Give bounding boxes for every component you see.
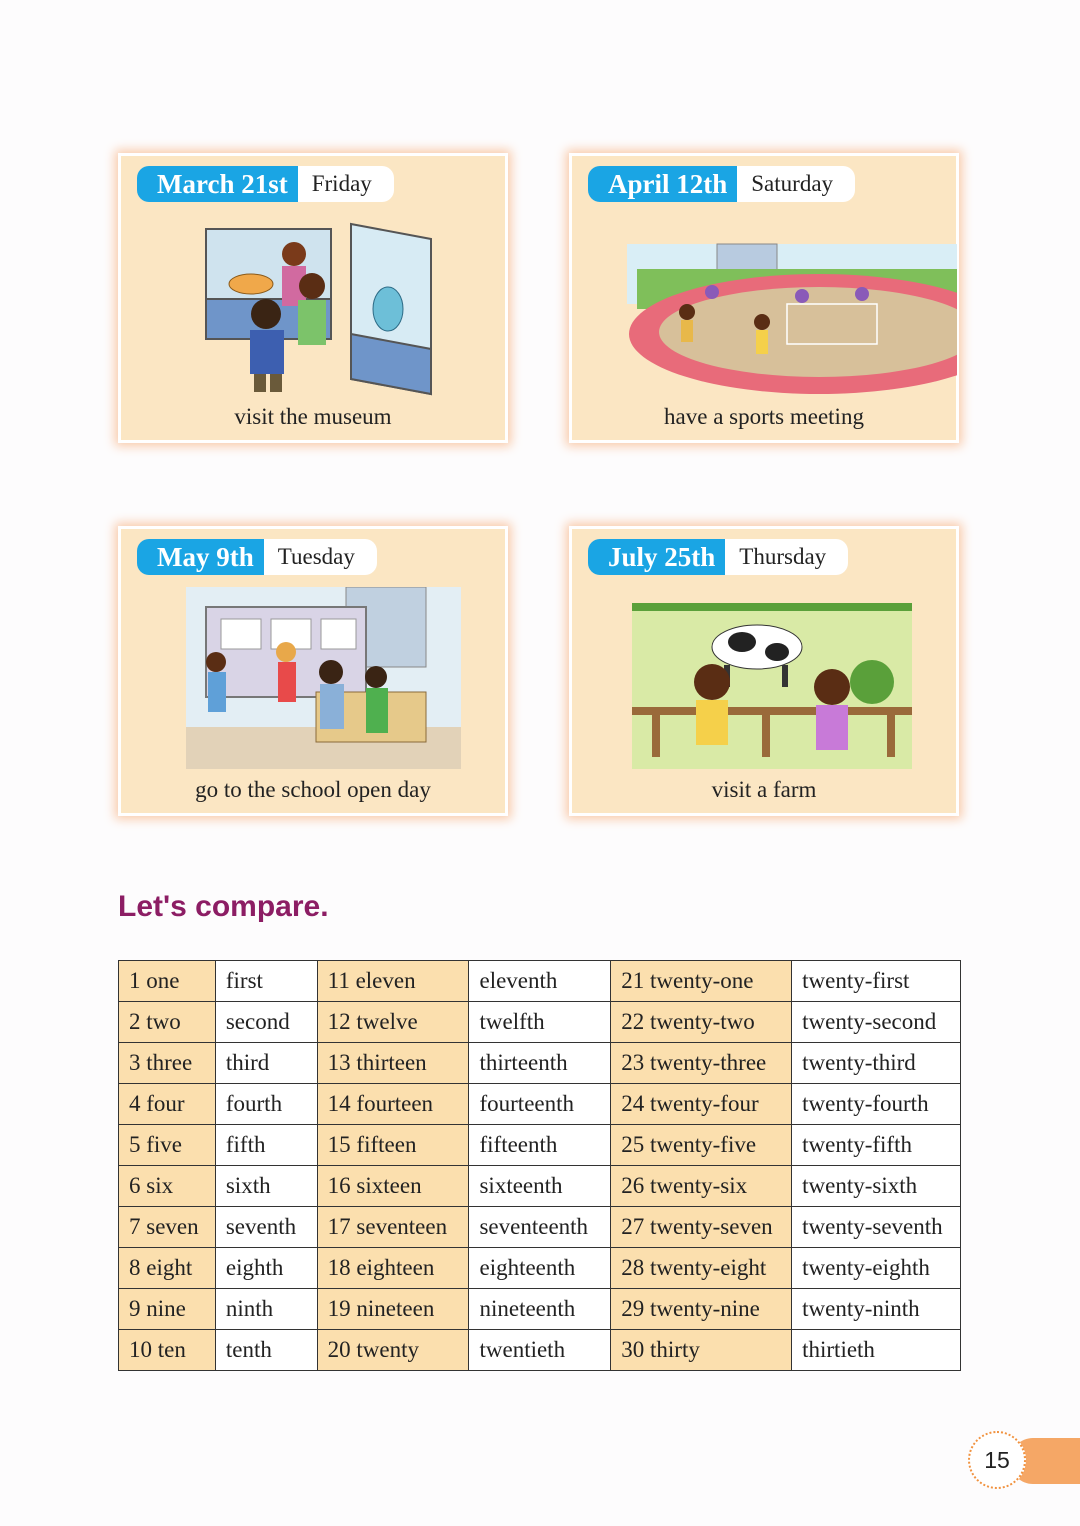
date-label bbox=[588, 166, 855, 202]
ordinal-cell: fifteenth bbox=[469, 1125, 611, 1166]
date-label bbox=[588, 539, 848, 575]
ordinal-cell: twenty-sixth bbox=[792, 1166, 961, 1207]
ordinal-cell: twenty-second bbox=[792, 1002, 961, 1043]
cardinal-cell: 28 twenty-eight bbox=[611, 1248, 792, 1289]
ordinal-cell: third bbox=[215, 1043, 317, 1084]
activity-card-school-open-day bbox=[118, 526, 508, 816]
school-open-day-illustration bbox=[186, 587, 461, 769]
ordinal-cell: fifth bbox=[215, 1125, 317, 1166]
page-number: 15 bbox=[968, 1431, 1026, 1489]
table-row bbox=[119, 961, 961, 1002]
cardinal-cell: 25 twenty-five bbox=[611, 1125, 792, 1166]
cardinal-cell: 29 twenty-nine bbox=[611, 1289, 792, 1330]
cardinal-cell: 26 twenty-six bbox=[611, 1166, 792, 1207]
cardinal-cell: 14 fourteen bbox=[317, 1084, 469, 1125]
activity-card-sports-meeting bbox=[569, 153, 959, 443]
table-row bbox=[119, 1084, 961, 1125]
table-row bbox=[119, 1330, 961, 1371]
cardinal-cell: 6 six bbox=[119, 1166, 216, 1207]
ordinal-cell: twenty-first bbox=[792, 961, 961, 1002]
ordinal-cell: fourteenth bbox=[469, 1084, 611, 1125]
cardinal-cell: 23 twenty-three bbox=[611, 1043, 792, 1084]
ordinal-cell: seventh bbox=[215, 1207, 317, 1248]
day-pill: Thursday bbox=[725, 539, 848, 575]
ordinal-cell: thirteenth bbox=[469, 1043, 611, 1084]
farm-illustration bbox=[627, 587, 912, 769]
cardinal-cell: 5 five bbox=[119, 1125, 216, 1166]
ordinal-cell: twentieth bbox=[469, 1330, 611, 1371]
day-pill: Friday bbox=[298, 166, 394, 202]
ordinal-cell: fourth bbox=[215, 1084, 317, 1125]
ordinal-cell: thirtieth bbox=[792, 1330, 961, 1371]
date-pill: April 12th bbox=[588, 166, 737, 202]
cardinal-cell: 10 ten bbox=[119, 1330, 216, 1371]
date-pill: May 9th bbox=[137, 539, 264, 575]
ordinal-cell: twenty-third bbox=[792, 1043, 961, 1084]
activity-caption: visit the museum bbox=[234, 404, 392, 429]
ordinal-cell: sixth bbox=[215, 1166, 317, 1207]
cardinal-cell: 17 seventeen bbox=[317, 1207, 469, 1248]
activity-card-farm bbox=[569, 526, 959, 816]
cardinal-cell: 1 one bbox=[119, 961, 216, 1002]
date-label bbox=[137, 539, 377, 575]
ordinal-cell: eighteenth bbox=[469, 1248, 611, 1289]
cardinal-cell: 13 thirteen bbox=[317, 1043, 469, 1084]
date-pill: July 25th bbox=[588, 539, 725, 575]
cardinal-cell: 2 two bbox=[119, 1002, 216, 1043]
ordinal-cell: eleventh bbox=[469, 961, 611, 1002]
table-row bbox=[119, 1166, 961, 1207]
cardinal-cell: 20 twenty bbox=[317, 1330, 469, 1371]
cardinal-cell: 4 four bbox=[119, 1084, 216, 1125]
ordinal-cell: twelfth bbox=[469, 1002, 611, 1043]
ordinal-cell: twenty-fourth bbox=[792, 1084, 961, 1125]
table-row bbox=[119, 1248, 961, 1289]
cardinal-cell: 16 sixteen bbox=[317, 1166, 469, 1207]
section-heading: Let's compare. bbox=[118, 890, 329, 923]
ordinal-cell: sixteenth bbox=[469, 1166, 611, 1207]
ordinal-cell: nineteenth bbox=[469, 1289, 611, 1330]
cardinal-cell: 19 nineteen bbox=[317, 1289, 469, 1330]
activity-caption: visit a farm bbox=[711, 777, 817, 802]
cardinal-cell: 27 twenty-seven bbox=[611, 1207, 792, 1248]
cardinal-cell: 24 twenty-four bbox=[611, 1084, 792, 1125]
cardinal-cell: 21 twenty-one bbox=[611, 961, 792, 1002]
activity-card-museum bbox=[118, 153, 508, 443]
cardinal-cell: 8 eight bbox=[119, 1248, 216, 1289]
table-row bbox=[119, 1043, 961, 1084]
date-label bbox=[137, 166, 394, 202]
activity-caption: go to the school open day bbox=[195, 777, 431, 802]
table-row bbox=[119, 1207, 961, 1248]
ordinal-cell: twenty-ninth bbox=[792, 1289, 961, 1330]
table-row bbox=[119, 1125, 961, 1166]
cardinal-cell: 9 nine bbox=[119, 1289, 216, 1330]
cardinal-cell: 11 eleven bbox=[317, 961, 469, 1002]
sports-meeting-illustration bbox=[572, 214, 957, 396]
cardinal-cell: 18 eighteen bbox=[317, 1248, 469, 1289]
table-row bbox=[119, 1002, 961, 1043]
museum-illustration bbox=[176, 214, 451, 396]
ordinal-cell: ninth bbox=[215, 1289, 317, 1330]
day-pill: Saturday bbox=[737, 166, 855, 202]
ordinal-cell: second bbox=[215, 1002, 317, 1043]
ordinal-cell: tenth bbox=[215, 1330, 317, 1371]
activity-caption: have a sports meeting bbox=[664, 404, 864, 429]
ordinal-cell: twenty-fifth bbox=[792, 1125, 961, 1166]
ordinal-cell: twenty-eighth bbox=[792, 1248, 961, 1289]
cardinal-cell: 3 three bbox=[119, 1043, 216, 1084]
ordinal-cell: eighth bbox=[215, 1248, 317, 1289]
cardinal-cell: 30 thirty bbox=[611, 1330, 792, 1371]
table-row bbox=[119, 1289, 961, 1330]
cardinal-cell: 15 fifteen bbox=[317, 1125, 469, 1166]
date-pill: March 21st bbox=[137, 166, 298, 202]
cardinal-cell: 7 seven bbox=[119, 1207, 216, 1248]
ordinal-cell: seventeenth bbox=[469, 1207, 611, 1248]
ordinal-cell: first bbox=[215, 961, 317, 1002]
cardinal-cell: 22 twenty-two bbox=[611, 1002, 792, 1043]
ordinal-number-table bbox=[118, 960, 961, 1371]
cardinal-cell: 12 twelve bbox=[317, 1002, 469, 1043]
day-pill: Tuesday bbox=[264, 539, 377, 575]
ordinal-cell: twenty-seventh bbox=[792, 1207, 961, 1248]
